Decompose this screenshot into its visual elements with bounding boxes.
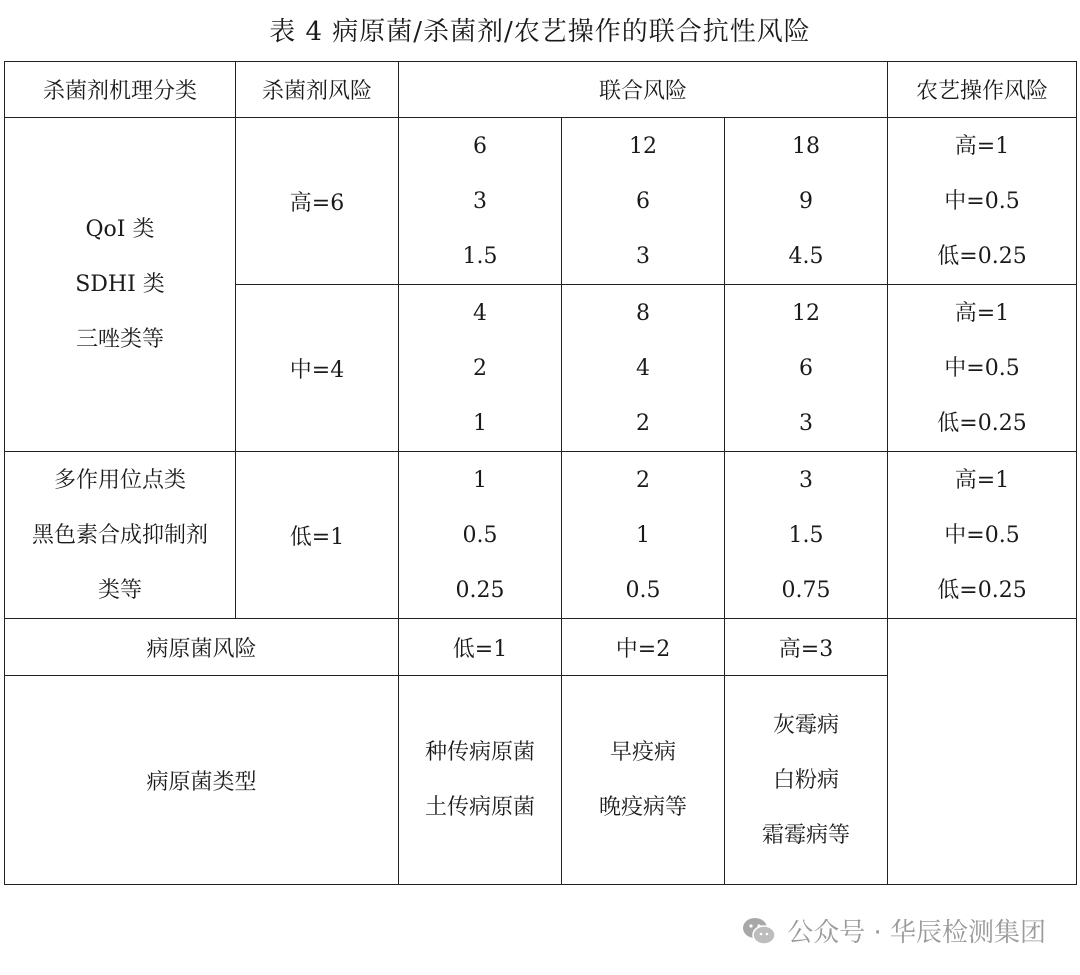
combined-risk-cell (725, 285, 888, 452)
pathogen-type-line: 白粉病 (772, 767, 839, 793)
pathogen-risk-label: 病原菌风险 (5, 619, 399, 676)
mechanism-line: 多作用位点类 (53, 467, 186, 493)
pathogen-risk-row (5, 619, 1077, 676)
risk-table (4, 61, 1077, 885)
pathogen-type-line: 霜霉病等 (761, 822, 850, 848)
pathogen-risk-value: 低=1 (399, 619, 562, 676)
table-title: 表 4 病原菌/杀菌剂/农艺操作的联合抗性风险 (269, 17, 811, 47)
combined-value: 1.5 (462, 243, 498, 269)
pathogen-type-line: 晚疫病等 (598, 795, 687, 820)
combined-risk-cell (725, 452, 888, 619)
pathogen-type-line: 土传病原菌 (424, 795, 535, 820)
combined-value: 3 (799, 410, 813, 436)
combined-value: 18 (792, 133, 820, 159)
table-row (5, 452, 1077, 619)
combined-value: 6 (799, 355, 813, 381)
mechanism-cell (5, 452, 236, 619)
agronomic-value: 高=1 (954, 300, 1010, 326)
pathogen-risk-value: 中=2 (562, 619, 725, 676)
pathogen-type-cell (562, 676, 725, 885)
combined-value: 2 (473, 355, 487, 381)
table-row (5, 118, 1077, 285)
header-combined-risk: 联合风险 (399, 62, 888, 118)
header-mechanism: 杀菌剂机理分类 (5, 62, 236, 118)
mechanism-line: SDHI 类 (75, 272, 165, 297)
combined-risk-cell (399, 285, 562, 452)
combined-value: 6 (636, 188, 650, 214)
agronomic-risk-cell (888, 118, 1077, 285)
pathogen-risk-value: 高=3 (725, 619, 888, 676)
combined-value: 0.25 (455, 577, 505, 603)
combined-value: 0.5 (625, 577, 661, 603)
pathogen-type-line: 种传病原菌 (424, 740, 535, 765)
agronomic-value: 中=0.5 (944, 355, 1020, 381)
combined-value: 3 (636, 243, 650, 269)
wechat-icon (741, 913, 777, 949)
agronomic-risk-cell (888, 452, 1077, 619)
pathogen-type-cell (725, 676, 888, 885)
watermark (741, 912, 1046, 949)
agronomic-risk-cell (888, 285, 1077, 452)
empty-cell (888, 619, 1077, 885)
combined-risk-cell (562, 118, 725, 285)
mechanism-line: QoI 类 (85, 217, 155, 242)
combined-value: 3 (473, 188, 487, 214)
combined-value: 12 (629, 133, 657, 159)
header-fungicide-risk: 杀菌剂风险 (236, 62, 399, 118)
mechanism-cell (5, 118, 236, 452)
combined-value: 1 (473, 467, 487, 493)
pathogen-type-cell (399, 676, 562, 885)
combined-value: 4 (636, 355, 650, 381)
combined-value: 2 (636, 410, 650, 436)
combined-risk-cell (562, 452, 725, 619)
combined-value: 8 (636, 300, 650, 326)
pathogen-type-line: 早疫病 (609, 740, 676, 765)
agronomic-value: 中=0.5 (944, 522, 1020, 548)
agronomic-value: 低=0.25 (937, 577, 1027, 603)
fungicide-risk-cell: 中=4 (236, 285, 399, 452)
combined-value: 6 (473, 133, 487, 159)
combined-value: 1 (636, 522, 650, 548)
combined-risk-cell (725, 118, 888, 285)
header-row (5, 62, 1077, 118)
combined-value: 4 (473, 300, 487, 326)
header-agronomic-risk: 农艺操作风险 (888, 62, 1077, 118)
agronomic-value: 低=0.25 (937, 410, 1027, 436)
combined-value: 12 (792, 300, 820, 326)
combined-risk-cell (562, 285, 725, 452)
combined-value: 3 (799, 467, 813, 493)
combined-value: 1.5 (788, 522, 824, 548)
mechanism-line: 类等 (97, 577, 142, 603)
combined-value: 4.5 (788, 243, 824, 269)
agronomic-value: 高=1 (954, 133, 1010, 159)
combined-risk-cell (399, 452, 562, 619)
fungicide-risk-cell: 高=6 (236, 118, 399, 285)
pathogen-type-label: 病原菌类型 (5, 676, 399, 885)
fungicide-risk-cell: 低=1 (236, 452, 399, 619)
combined-value: 2 (636, 467, 650, 493)
combined-value: 9 (799, 188, 813, 214)
mechanism-line: 三唑类等 (75, 327, 164, 352)
mechanism-line: 黑色素合成抑制剂 (31, 522, 208, 548)
agronomic-value: 高=1 (954, 467, 1010, 493)
agronomic-value: 中=0.5 (944, 188, 1020, 214)
combined-risk-cell (399, 118, 562, 285)
agronomic-value: 低=0.25 (937, 243, 1027, 269)
combined-value: 1 (473, 410, 487, 436)
pathogen-type-line: 灰霉病 (772, 712, 839, 738)
combined-value: 0.5 (462, 522, 498, 548)
combined-value: 0.75 (781, 577, 831, 603)
watermark-text: 公众号 · 华辰检测集团 (787, 918, 1046, 948)
